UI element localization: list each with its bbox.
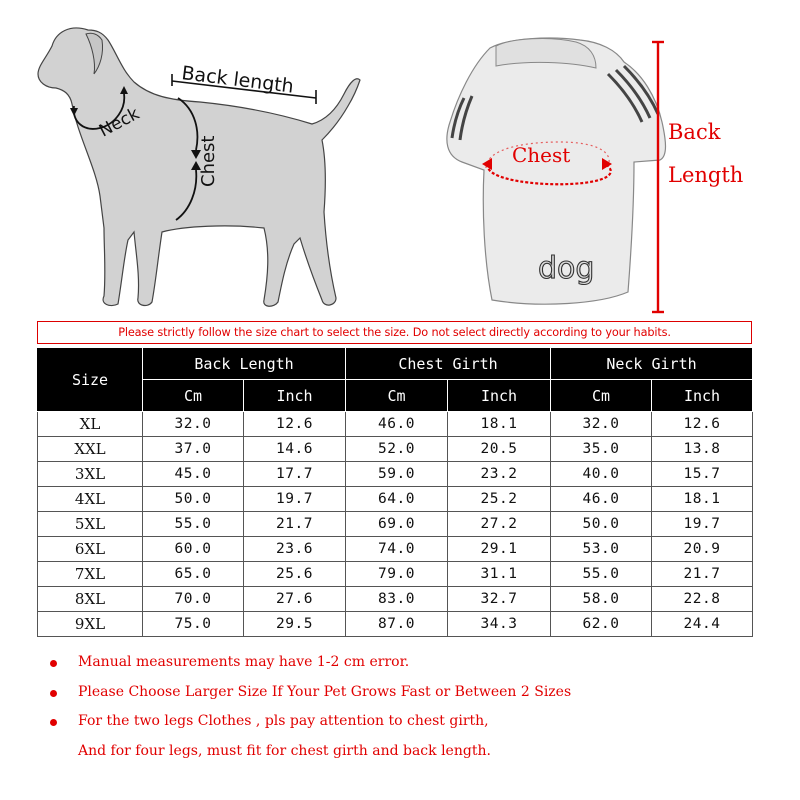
value-cell: 18.1 [448, 412, 551, 437]
hoodie-print-text: dog [538, 251, 595, 286]
value-cell: 37.0 [143, 437, 244, 462]
value-cell: 74.0 [346, 537, 448, 562]
value-cell: 22.8 [652, 587, 753, 612]
value-cell: 70.0 [143, 587, 244, 612]
value-cell: 23.2 [448, 462, 551, 487]
group-header-neck-girth: Neck Girth [551, 348, 753, 380]
value-cell: 60.0 [143, 537, 244, 562]
value-cell: 18.1 [652, 487, 753, 512]
note-text: Manual measurements may have 1-2 cm error. [78, 654, 410, 670]
value-cell: 75.0 [143, 612, 244, 637]
size-cell: 3XL [38, 462, 143, 487]
note-text: And for four legs, must fit for chest girth and back length. [78, 742, 491, 759]
value-cell: 62.0 [551, 612, 652, 637]
unit-header: Cm [143, 380, 244, 412]
chest-label: Chest [198, 135, 219, 187]
value-cell: 27.6 [244, 587, 346, 612]
value-cell: 46.0 [551, 487, 652, 512]
size-chart-table [37, 347, 753, 637]
neck-label: Neck [95, 103, 143, 142]
note-item [46, 648, 786, 678]
hoodie-measurement-illustration [400, 0, 800, 320]
value-cell: 40.0 [551, 462, 652, 487]
value-cell: 12.6 [652, 412, 753, 437]
value-cell: 19.7 [652, 512, 753, 537]
note-item [46, 678, 786, 708]
value-cell: 24.4 [652, 612, 753, 637]
size-cell: 8XL [38, 587, 143, 612]
note-text: Please Choose Larger Size If Your Pet Grows Fast or Between 2 Sizes [78, 683, 572, 700]
table-row [38, 412, 753, 437]
value-cell: 15.7 [652, 462, 753, 487]
table-row [38, 462, 753, 487]
value-cell: 21.7 [652, 562, 753, 587]
value-cell: 32.0 [551, 412, 652, 437]
value-cell: 50.0 [143, 487, 244, 512]
value-cell: 52.0 [346, 437, 448, 462]
value-cell: 87.0 [346, 612, 448, 637]
table-row [38, 437, 753, 462]
value-cell: 65.0 [143, 562, 244, 587]
table-row [38, 587, 753, 612]
value-cell: 19.7 [244, 487, 346, 512]
value-cell: 55.0 [143, 512, 244, 537]
value-cell: 50.0 [551, 512, 652, 537]
group-header-back-length: Back Length [143, 348, 346, 380]
value-cell: 20.5 [448, 437, 551, 462]
size-column-header: Size [38, 348, 143, 412]
table-row [38, 487, 753, 512]
value-cell: 25.6 [244, 562, 346, 587]
value-cell: 32.7 [448, 587, 551, 612]
note-item [46, 707, 786, 737]
value-cell: 46.0 [346, 412, 448, 437]
size-cell: 5XL [38, 512, 143, 537]
value-cell: 25.2 [448, 487, 551, 512]
note-item [46, 737, 786, 767]
value-cell: 32.0 [143, 412, 244, 437]
value-cell: 69.0 [346, 512, 448, 537]
back-label-line2: Length [668, 163, 744, 187]
value-cell: 17.7 [244, 462, 346, 487]
group-header-chest-girth: Chest Girth [346, 348, 551, 380]
size-cell: 4XL [38, 487, 143, 512]
value-cell: 20.9 [652, 537, 753, 562]
value-cell: 59.0 [346, 462, 448, 487]
unit-header: Inch [448, 380, 551, 412]
table-row [38, 562, 753, 587]
value-cell: 45.0 [143, 462, 244, 487]
value-cell: 35.0 [551, 437, 652, 462]
size-cell: 9XL [38, 612, 143, 637]
back-length-label: Back length [180, 62, 295, 98]
notes-list [46, 648, 786, 766]
size-cell: 6XL [38, 537, 143, 562]
back-label-line1: Back [668, 120, 721, 144]
value-cell: 23.6 [244, 537, 346, 562]
value-cell: 58.0 [551, 587, 652, 612]
value-cell: 34.3 [448, 612, 551, 637]
value-cell: 29.1 [448, 537, 551, 562]
dog-measurement-illustration [0, 0, 400, 320]
value-cell: 31.1 [448, 562, 551, 587]
unit-header: Inch [652, 380, 753, 412]
value-cell: 79.0 [346, 562, 448, 587]
unit-header: Inch [244, 380, 346, 412]
size-notice: Please strictly follow the size chart to select the size. Do not select directly according to your habits. [37, 321, 752, 344]
bullet-icon [50, 719, 57, 726]
value-cell: 12.6 [244, 412, 346, 437]
value-cell: 29.5 [244, 612, 346, 637]
value-cell: 27.2 [448, 512, 551, 537]
value-cell: 14.6 [244, 437, 346, 462]
bullet-icon [50, 690, 57, 697]
value-cell: 55.0 [551, 562, 652, 587]
size-cell: XXL [38, 437, 143, 462]
value-cell: 53.0 [551, 537, 652, 562]
unit-header: Cm [551, 380, 652, 412]
table-row [38, 612, 753, 637]
value-cell: 83.0 [346, 587, 448, 612]
table-row [38, 537, 753, 562]
unit-header: Cm [346, 380, 448, 412]
table-row [38, 512, 753, 537]
hoodie-chest-label: Chest [512, 143, 571, 167]
bullet-icon [50, 660, 57, 667]
note-text: For the two legs Clothes , pls pay attention to chest girth, [78, 713, 489, 729]
size-cell: 7XL [38, 562, 143, 587]
size-cell: XL [38, 412, 143, 437]
value-cell: 21.7 [244, 512, 346, 537]
value-cell: 64.0 [346, 487, 448, 512]
value-cell: 13.8 [652, 437, 753, 462]
